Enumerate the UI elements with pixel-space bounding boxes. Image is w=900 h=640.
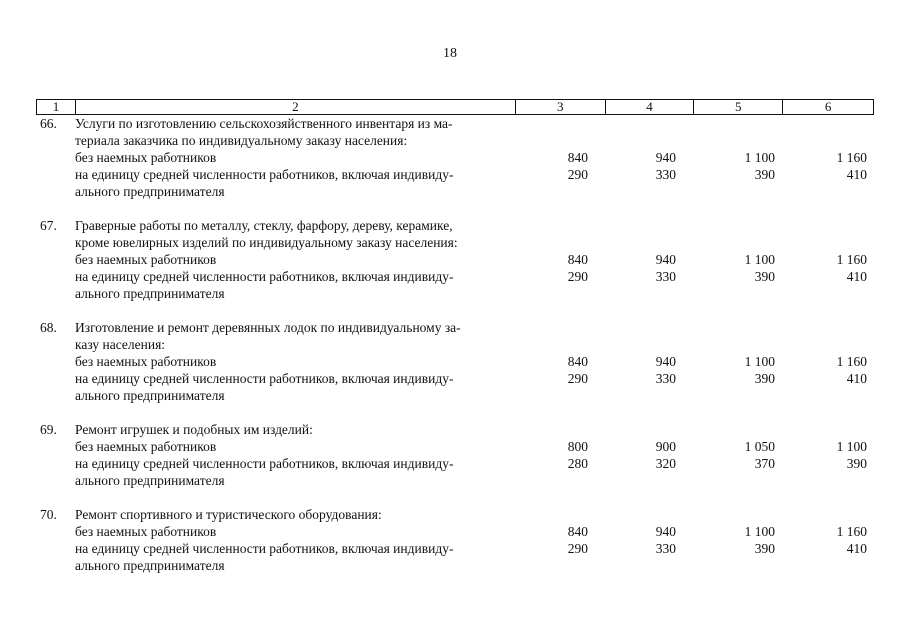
entry-title: Услуги по изготовлению сельскохозяйственного инвентаря из ма- <box>75 116 453 131</box>
row-spacer <box>36 166 74 183</box>
entry-title: Граверные работы по металлу, стеклу, фарфору, дереву, керамике, <box>75 218 453 233</box>
value-cell-col-4: 330 <box>655 269 676 284</box>
entry-title-line <box>36 421 874 438</box>
row-spacer <box>36 353 74 370</box>
row-label: на единицу средней численности работников, включая индивиду- <box>75 456 454 471</box>
row-label: ального предпринимателя <box>75 286 225 301</box>
value-cell-col-5: 1 100 <box>744 150 775 165</box>
row-spacer <box>36 183 74 200</box>
table-entry <box>36 217 874 302</box>
entry-number: 67. <box>40 218 57 233</box>
row-label: без наемных работников <box>75 439 217 454</box>
row-spacer <box>36 540 74 557</box>
table-row <box>36 438 874 455</box>
value-cell-col-5: 1 050 <box>744 439 775 454</box>
tariff-table <box>36 99 874 574</box>
entry-title-line <box>36 115 874 132</box>
row-label-continuation <box>36 557 874 574</box>
table-entry <box>36 421 874 489</box>
row-label-continuation <box>36 387 874 404</box>
value-cell-col-4: 940 <box>655 524 676 539</box>
value-cell-col-5: 1 100 <box>744 252 775 267</box>
value-cell-col-4: 320 <box>655 456 676 471</box>
value-cell-col-3: 280 <box>567 456 588 471</box>
row-spacer <box>36 149 74 166</box>
value-cell-col-5: 390 <box>754 269 775 284</box>
row-spacer <box>36 268 74 285</box>
row-label-continuation <box>36 472 874 489</box>
entry-title: Изготовление и ремонт деревянных лодок по индивидуальному за- <box>75 320 461 335</box>
table-entry <box>36 115 874 200</box>
value-cell-col-4: 330 <box>655 167 676 182</box>
table-body <box>36 115 874 574</box>
table-header <box>36 99 874 115</box>
value-cell-col-5: 1 100 <box>744 354 775 369</box>
entry-number <box>36 234 74 251</box>
entry-title: Ремонт спортивного и туристического оборудования: <box>75 507 382 522</box>
value-cell-col-5: 370 <box>754 456 775 471</box>
entry-title-line <box>36 234 874 251</box>
header-col-2: 2 <box>75 100 515 114</box>
row-label: ального предпринимателя <box>75 184 225 199</box>
value-cell-col-4: 330 <box>655 371 676 386</box>
value-cell-col-6: 410 <box>846 167 867 182</box>
value-cell-col-4: 940 <box>655 354 676 369</box>
row-label: без наемных работников <box>75 150 217 165</box>
header-col-4: 4 <box>605 100 694 114</box>
value-cell-col-5: 390 <box>754 541 775 556</box>
table-entry <box>36 319 874 404</box>
row-label: без наемных работников <box>75 354 217 369</box>
row-spacer <box>36 523 74 540</box>
table-row <box>36 455 874 472</box>
value-cell-col-3: 800 <box>567 439 588 454</box>
value-cell-col-4: 940 <box>655 150 676 165</box>
table-row <box>36 353 874 370</box>
entry-title-line <box>36 506 874 523</box>
value-cell-col-3: 290 <box>567 371 588 386</box>
row-label: на единицу средней численности работников, включая индивиду- <box>75 167 454 182</box>
entry-title-line <box>36 132 874 149</box>
table-row <box>36 268 874 285</box>
value-cell-col-3: 290 <box>567 167 588 182</box>
header-col-3: 3 <box>515 100 605 114</box>
entry-title: кроме ювелирных изделий по индивидуальному заказу населения: <box>75 235 458 250</box>
value-cell-col-3: 840 <box>567 354 588 369</box>
value-cell-col-3: 840 <box>567 150 588 165</box>
row-spacer <box>36 472 74 489</box>
entry-number: 70. <box>40 507 57 522</box>
entry-title-line <box>36 319 874 336</box>
table-row <box>36 370 874 387</box>
value-cell-col-6: 1 100 <box>836 439 867 454</box>
value-cell-col-6: 1 160 <box>836 354 867 369</box>
entry-title: териала заказчика по индивидуальному заказу населения: <box>75 133 408 148</box>
value-cell-col-5: 390 <box>754 371 775 386</box>
row-spacer <box>36 455 74 472</box>
entry-title: Ремонт игрушек и подобных им изделий: <box>75 422 313 437</box>
row-spacer <box>36 438 74 455</box>
row-label: ального предпринимателя <box>75 473 225 488</box>
row-spacer <box>36 370 74 387</box>
table-row <box>36 251 874 268</box>
row-spacer <box>36 285 74 302</box>
row-spacer <box>36 387 74 404</box>
row-label: на единицу средней численности работников, включая индивиду- <box>75 541 454 556</box>
value-cell-col-4: 900 <box>655 439 676 454</box>
entry-number: 69. <box>40 422 57 437</box>
value-cell-col-4: 330 <box>655 541 676 556</box>
header-col-5: 5 <box>693 100 782 114</box>
row-label: ального предпринимателя <box>75 558 225 573</box>
table-row <box>36 166 874 183</box>
value-cell-col-3: 840 <box>567 252 588 267</box>
entry-title-line <box>36 217 874 234</box>
value-cell-col-5: 1 100 <box>744 524 775 539</box>
table-row <box>36 523 874 540</box>
value-cell-col-4: 940 <box>655 252 676 267</box>
value-cell-col-6: 410 <box>846 371 867 386</box>
entry-number <box>36 336 74 353</box>
value-cell-col-6: 410 <box>846 541 867 556</box>
entry-number: 68. <box>40 320 57 335</box>
row-label: на единицу средней численности работников, включая индивиду- <box>75 371 454 386</box>
value-cell-col-6: 390 <box>846 456 867 471</box>
table-entry <box>36 506 874 574</box>
entry-title-line <box>36 336 874 353</box>
row-spacer <box>36 557 74 574</box>
page-number: 18 <box>443 46 457 61</box>
row-label-continuation <box>36 285 874 302</box>
row-label: без наемных работников <box>75 524 217 539</box>
header-col-6: 6 <box>782 100 873 114</box>
value-cell-col-6: 1 160 <box>836 524 867 539</box>
entry-number: 66. <box>40 116 57 131</box>
value-cell-col-3: 290 <box>567 269 588 284</box>
value-cell-col-6: 1 160 <box>836 252 867 267</box>
value-cell-col-3: 840 <box>567 524 588 539</box>
row-label: без наемных работников <box>75 252 217 267</box>
row-label: ального предпринимателя <box>75 388 225 403</box>
value-cell-col-6: 1 160 <box>836 150 867 165</box>
table-row <box>36 149 874 166</box>
row-label-continuation <box>36 183 874 200</box>
table-row <box>36 540 874 557</box>
value-cell-col-5: 390 <box>754 167 775 182</box>
value-cell-col-6: 410 <box>846 269 867 284</box>
header-col-1: 1 <box>52 99 60 114</box>
entry-number <box>36 132 74 149</box>
value-cell-col-3: 290 <box>567 541 588 556</box>
row-spacer <box>36 251 74 268</box>
row-label: на единицу средней численности работников, включая индивиду- <box>75 269 454 284</box>
entry-title: казу населения: <box>75 337 166 352</box>
